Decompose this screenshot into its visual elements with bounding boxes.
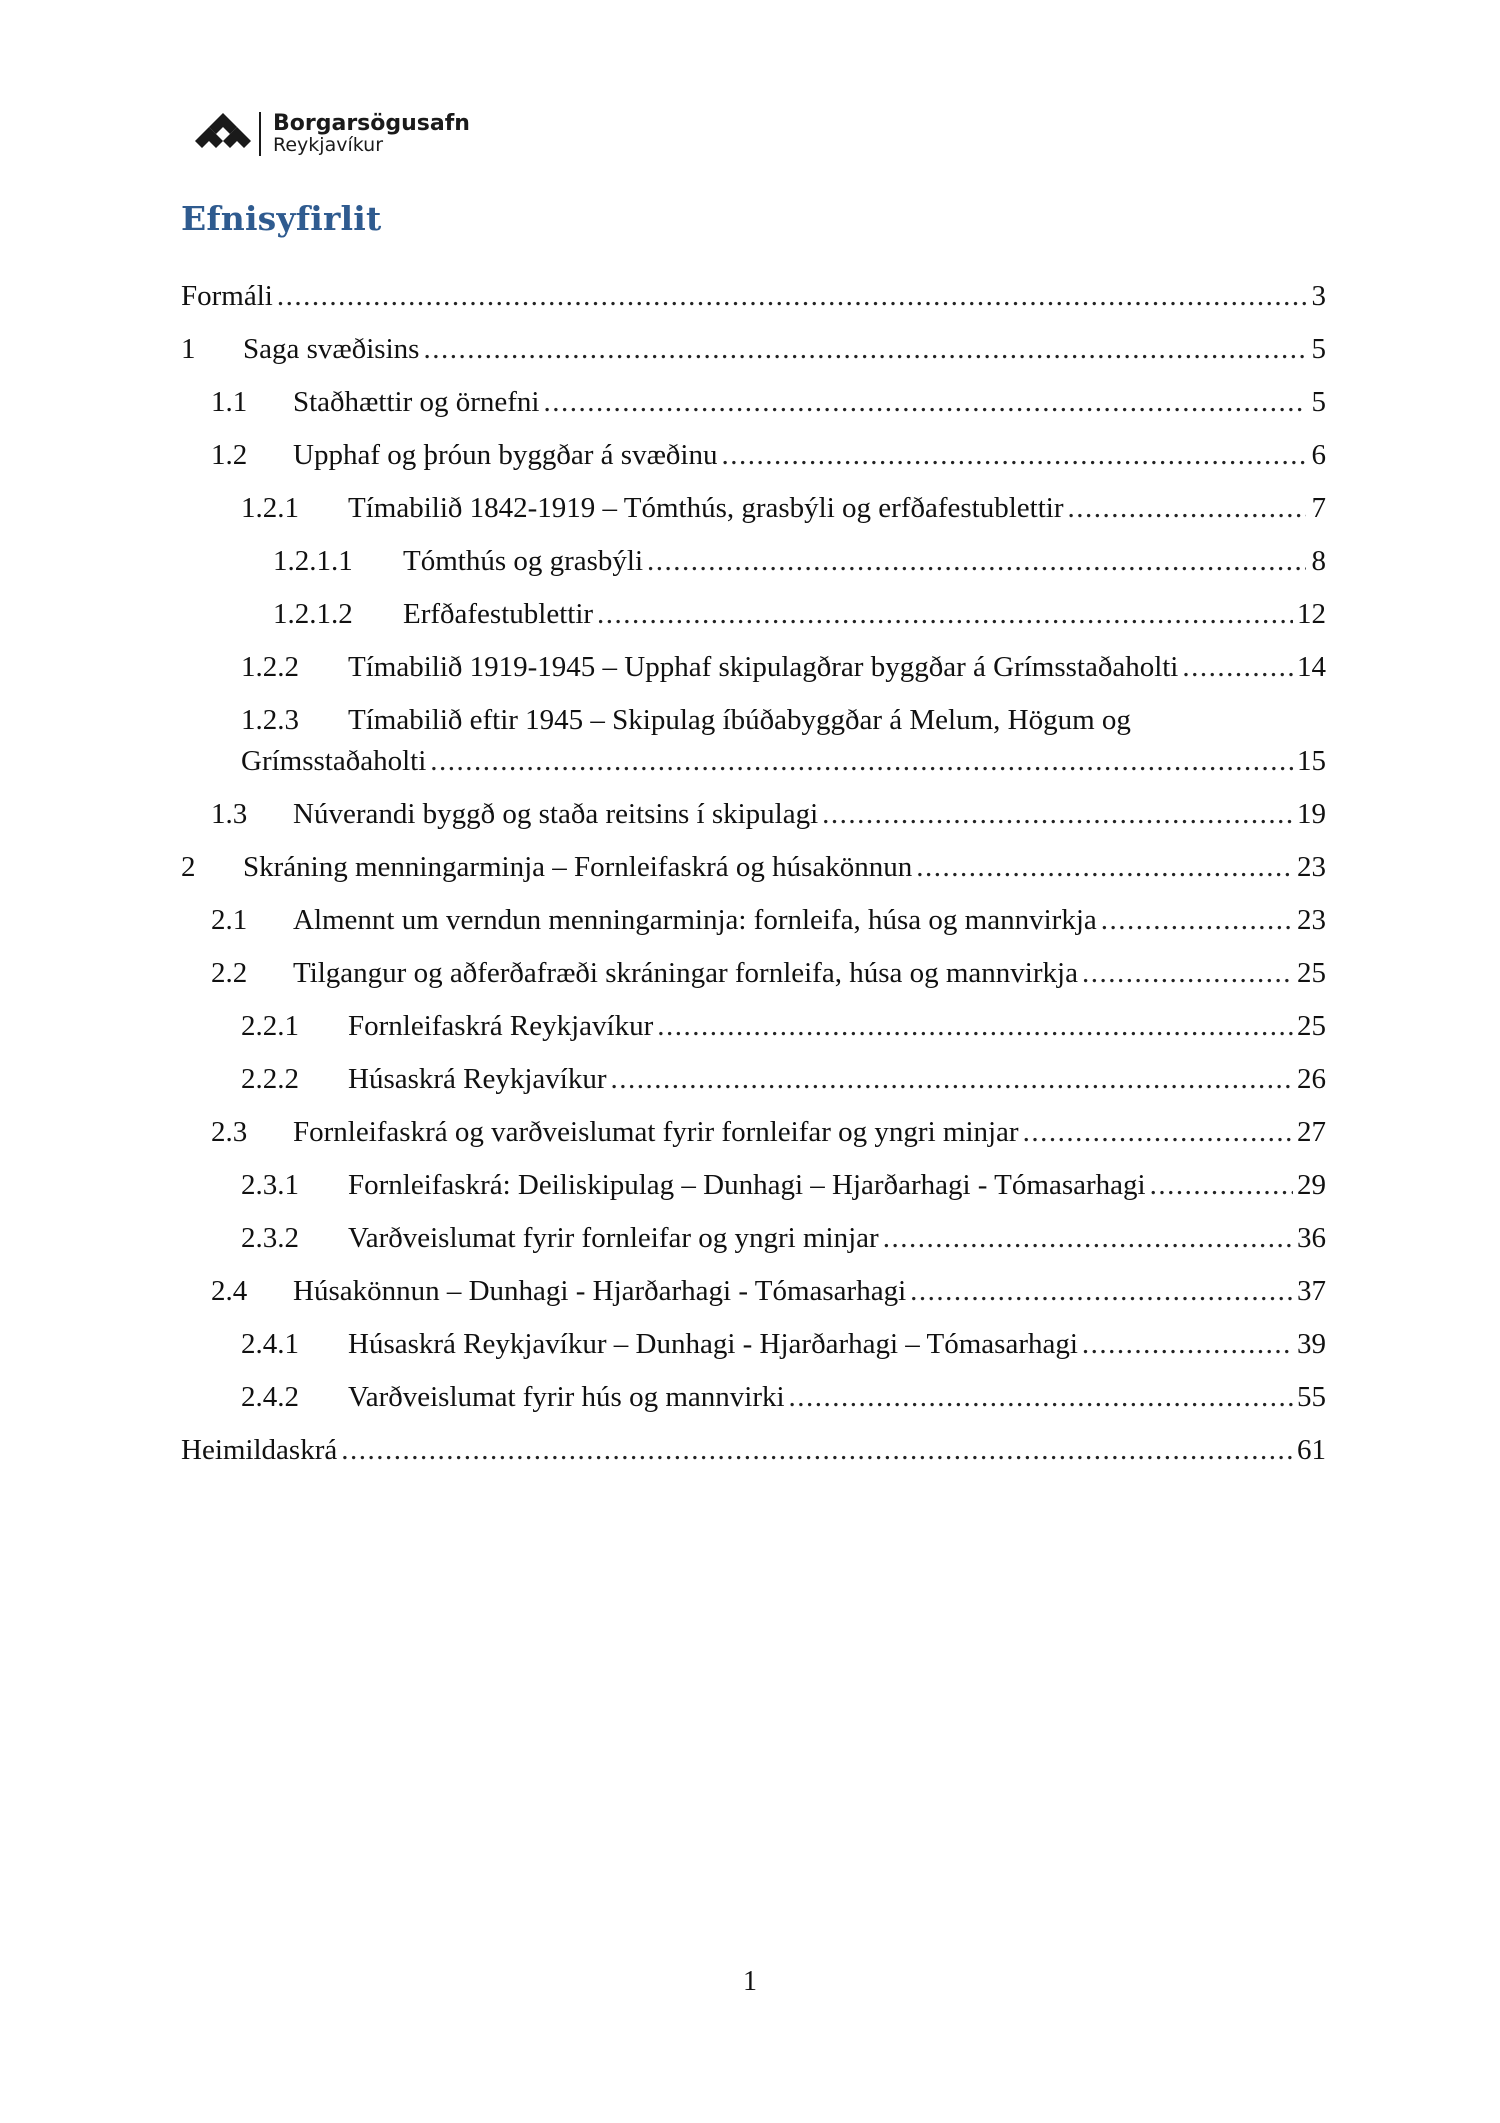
- toc-entry-number: 2: [181, 851, 196, 883]
- toc-entry-1-2-1[interactable]: [181, 492, 1326, 545]
- toc-entry-1-2-1-1[interactable]: [181, 545, 1326, 598]
- toc-entry-text: Formáli: [181, 280, 273, 312]
- toc-entry-2-4-2[interactable]: [181, 1381, 1326, 1434]
- toc-entry-page: 36: [1297, 1222, 1326, 1254]
- toc-entry-text: Tómthús og grasbýli: [403, 545, 644, 577]
- toc-leader-dots: [1082, 957, 1293, 990]
- toc-entry-number: 2.2.1: [241, 1010, 299, 1042]
- toc-entry-page: 15: [1297, 745, 1326, 777]
- toc-entry-page: 61: [1297, 1434, 1326, 1466]
- toc-entry-page: 19: [1297, 798, 1326, 830]
- toc-leader-dots: [789, 1381, 1293, 1414]
- toc-entry-2-2[interactable]: [181, 957, 1326, 1010]
- toc-entry-1[interactable]: [181, 333, 1326, 386]
- toc-entry-text: Varðveislumat fyrir fornleifar og yngri minjar: [348, 1222, 879, 1254]
- toc-entry-1-2-3-continued[interactable]: [181, 745, 1326, 798]
- page-title: Efnisyfirlit: [181, 199, 382, 238]
- toc-entry-number: 2.1: [211, 904, 248, 936]
- toc-entry-number: 2.2: [211, 957, 248, 989]
- toc-entry-number: 1.2.1: [241, 492, 299, 524]
- toc-entry-page: 25: [1297, 957, 1326, 989]
- toc-entry-2-4[interactable]: [181, 1275, 1326, 1328]
- toc-entry-text: Heimildaskrá: [181, 1434, 338, 1466]
- toc-leader-dots: [647, 545, 1306, 578]
- toc-entry-1-2-2[interactable]: [181, 651, 1326, 704]
- toc-entry-number: 2.3.1: [241, 1169, 299, 1201]
- toc-entry-number: 1: [181, 333, 196, 365]
- toc-entry-page: 5: [1311, 333, 1326, 365]
- toc-leader-dots: [1082, 1328, 1293, 1361]
- toc-leader-dots: [430, 745, 1293, 778]
- toc-leader-dots: [883, 1222, 1293, 1255]
- toc-leader-dots: [1067, 492, 1306, 525]
- toc-entry-text: Fornleifaskrá og varðveislumat fyrir fornleifar og yngri minjar: [293, 1116, 1019, 1148]
- toc-entry-1-1[interactable]: [181, 386, 1326, 439]
- toc-leader-dots: [1150, 1169, 1293, 1202]
- toc-entry-page: 14: [1297, 651, 1326, 683]
- toc-entry-number: 2.4.1: [241, 1328, 299, 1360]
- toc-leader-dots: [277, 280, 1306, 313]
- table-of-contents: [181, 280, 1326, 1487]
- toc-entry-page: 29: [1297, 1169, 1326, 1201]
- toc-entry-number: 2.3: [211, 1116, 248, 1148]
- toc-leader-dots: [721, 439, 1306, 472]
- logo-divider: [259, 112, 261, 156]
- toc-entry-page: 12: [1297, 598, 1326, 630]
- toc-leader-dots: [910, 1275, 1293, 1308]
- toc-entry-1-2-3[interactable]: [181, 704, 1326, 745]
- toc-entry-text: Skráning menningarminja – Fornleifaskrá og húsakönnun: [243, 851, 913, 883]
- toc-leader-dots: [341, 1434, 1293, 1467]
- page-number: 1: [743, 1966, 757, 1997]
- toc-entry-formali[interactable]: [181, 280, 1326, 333]
- toc-entry-number: 1.3: [211, 798, 248, 830]
- toc-entry-1-2-1-2[interactable]: [181, 598, 1326, 651]
- toc-entry-number: 2.4.2: [241, 1381, 299, 1413]
- logo-name: Borgarsögusafn: [273, 111, 470, 137]
- toc-entry-page: 39: [1297, 1328, 1326, 1360]
- toc-entry-page: 25: [1297, 1010, 1326, 1042]
- toc-entry-1-2[interactable]: [181, 439, 1326, 492]
- toc-entry-number: 1.2.2: [241, 651, 299, 683]
- toc-entry-page: 6: [1311, 439, 1326, 471]
- toc-entry-text: Húsaskrá Reykjavíkur: [348, 1063, 607, 1095]
- toc-entry-page: 3: [1311, 280, 1326, 312]
- toc-entry-page: 8: [1311, 545, 1326, 577]
- toc-entry-text: Saga svæðisins: [243, 333, 420, 365]
- toc-entry-2-1[interactable]: [181, 904, 1326, 957]
- toc-entry-2-4-1[interactable]: [181, 1328, 1326, 1381]
- toc-entry-text: Tímabilið 1919-1945 – Upphaf skipulagðrar byggðar á Grímsstaðaholti: [348, 651, 1179, 683]
- toc-leader-dots: [1101, 904, 1293, 937]
- toc-entry-number: 1.2.1.1: [273, 545, 353, 577]
- toc-entry-page: 7: [1311, 492, 1326, 524]
- toc-entry-text: Varðveislumat fyrir hús og mannvirki: [348, 1381, 785, 1413]
- toc-entry-text: Húsakönnun – Dunhagi - Hjarðarhagi - Tómasarhagi: [293, 1275, 907, 1307]
- toc-entry-number: 2.3.2: [241, 1222, 299, 1254]
- toc-entry-number: 1.2.1.2: [273, 598, 353, 630]
- toc-entry-page: 26: [1297, 1063, 1326, 1095]
- toc-entry-2-2-1[interactable]: [181, 1010, 1326, 1063]
- toc-entry-number: 1.1: [211, 386, 248, 418]
- toc-entry-text: Staðhættir og örnefni: [293, 386, 540, 418]
- toc-entry-text: Almennt um verndun menningarminja: fornleifa, húsa og mannvirkja: [293, 904, 1097, 936]
- toc-entry-2-3[interactable]: [181, 1116, 1326, 1169]
- toc-leader-dots: [423, 333, 1306, 366]
- toc-entry-text: Tímabilið 1842-1919 – Tómthús, grasbýli og erfðafestublettir: [348, 492, 1064, 524]
- toc-leader-dots: [822, 798, 1293, 831]
- toc-leader-dots: [916, 851, 1293, 884]
- toc-entry-number: 1.2.3: [241, 704, 299, 736]
- borgarsogusafn-logo-icon: [195, 113, 251, 155]
- toc-entry-2-2-2[interactable]: [181, 1063, 1326, 1116]
- toc-entry-number: 2.4: [211, 1275, 248, 1307]
- toc-leader-dots: [657, 1010, 1293, 1043]
- toc-entry-1-3[interactable]: [181, 798, 1326, 851]
- toc-entry-text: Tilgangur og aðferðafræði skráningar fornleifa, húsa og mannvirkja: [293, 957, 1078, 989]
- toc-entry-text: Húsaskrá Reykjavíkur – Dunhagi - Hjarðarhagi – Tómasarhagi: [348, 1328, 1078, 1360]
- toc-entry-text: Tímabilið eftir 1945 – Skipulag íbúðabyggðar á Melum, Högum og: [348, 704, 1131, 736]
- toc-entry-page: 23: [1297, 851, 1326, 883]
- toc-entry-heimildaskra[interactable]: [181, 1434, 1326, 1487]
- toc-entry-page: 37: [1297, 1275, 1326, 1307]
- toc-entry-text: Upphaf og þróun byggðar á svæðinu: [293, 439, 718, 471]
- toc-entry-text-continued: Grímsstaðaholti: [241, 745, 427, 777]
- toc-leader-dots: [1023, 1116, 1293, 1149]
- toc-entry-page: 5: [1311, 386, 1326, 418]
- toc-leader-dots: [1182, 651, 1293, 684]
- toc-entry-2-3-1[interactable]: [181, 1169, 1326, 1222]
- toc-entry-2[interactable]: [181, 851, 1326, 904]
- toc-leader-dots: [597, 598, 1293, 631]
- toc-entry-text: Erfðafestublettir: [403, 598, 594, 630]
- toc-leader-dots: [543, 386, 1306, 419]
- toc-entry-page: 27: [1297, 1116, 1326, 1148]
- toc-entry-page: 55: [1297, 1381, 1326, 1413]
- logo: [195, 104, 470, 164]
- toc-entry-text: Fornleifaskrá: Deiliskipulag – Dunhagi – Hjarðarhagi - Tómasarhagi: [348, 1169, 1146, 1201]
- toc-entry-number: 1.2: [211, 439, 248, 471]
- logo-city: Reykjavíkur: [273, 133, 384, 156]
- toc-entry-text: Núverandi byggð og staða reitsins í skipulagi: [293, 798, 819, 830]
- toc-leader-dots: [611, 1063, 1293, 1096]
- toc-entry-2-3-2[interactable]: [181, 1222, 1326, 1275]
- toc-entry-text: Fornleifaskrá Reykjavíkur: [348, 1010, 654, 1042]
- toc-entry-page: 23: [1297, 904, 1326, 936]
- toc-entry-number: 2.2.2: [241, 1063, 299, 1095]
